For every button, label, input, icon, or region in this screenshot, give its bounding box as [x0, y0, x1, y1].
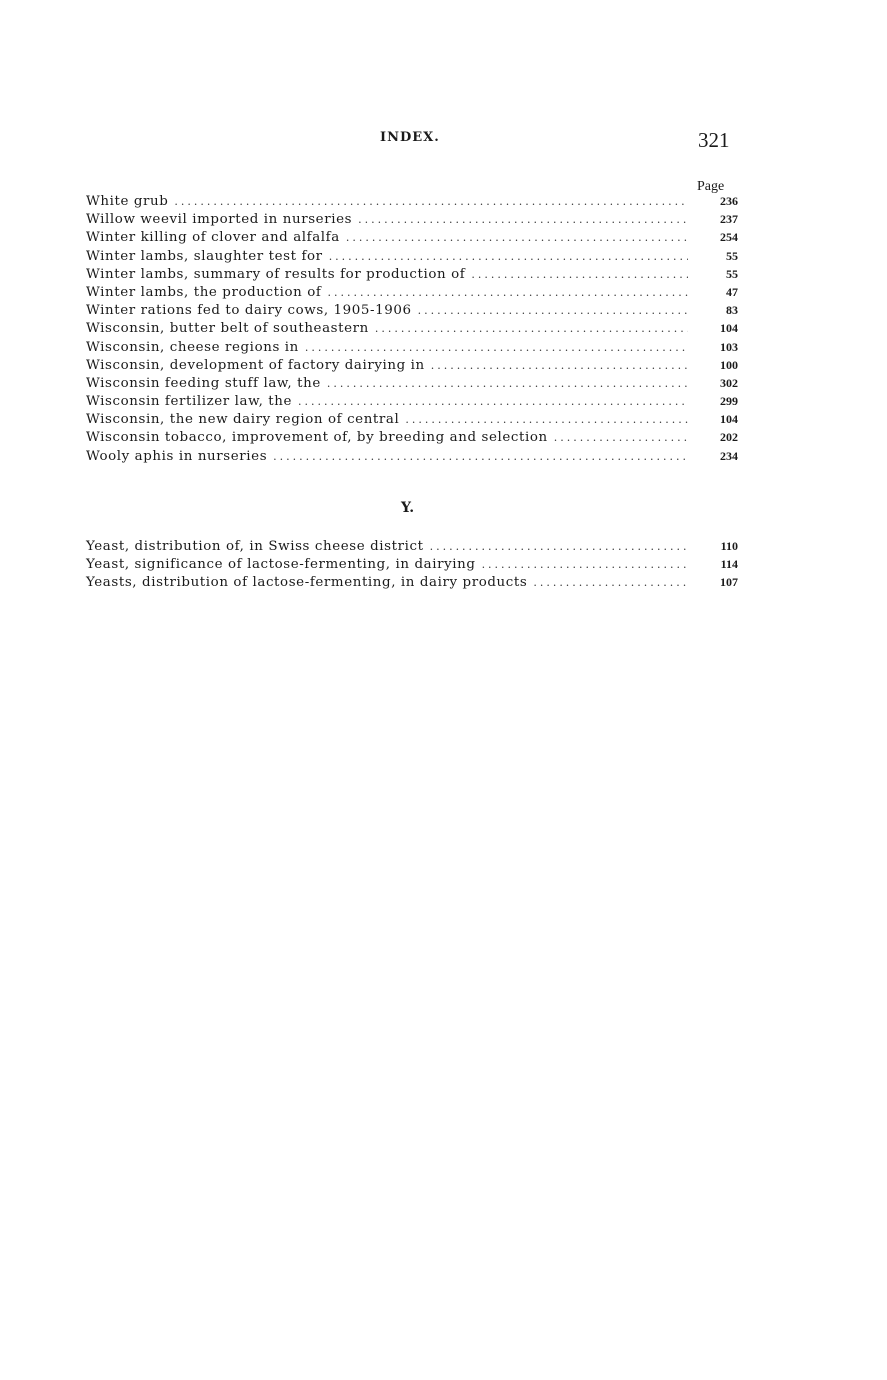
entry-page-number: 202 — [720, 430, 738, 445]
dot-leader — [405, 411, 688, 429]
dot-leader — [346, 229, 688, 247]
entry-text: Wisconsin, development of factory dairying in — [86, 357, 425, 373]
dot-leader — [298, 393, 688, 411]
entry-page-number: 114 — [720, 557, 738, 572]
dot-leader — [174, 193, 688, 211]
entry-text: Yeasts, distribution of lactose-fermenting, in dairy products — [86, 575, 528, 591]
dot-leader — [327, 375, 688, 393]
index-entry — [86, 247, 738, 265]
entry-page-number: 236 — [720, 194, 738, 208]
dot-leader — [327, 284, 688, 302]
index-entry — [86, 210, 738, 228]
entry-page-number: 299 — [720, 394, 738, 409]
dot-leader — [533, 574, 688, 592]
running-head: INDEX. — [380, 130, 440, 145]
dot-leader — [554, 429, 688, 447]
entry-text: Winter lambs, the production of — [86, 284, 322, 300]
entry-text: Wisconsin, cheese regions in — [86, 339, 299, 355]
entry-text: Winter rations fed to dairy cows, 1905-1906 — [86, 303, 412, 319]
entry-page-number: 104 — [720, 412, 738, 427]
index-entry — [86, 428, 738, 446]
index-entry — [86, 537, 738, 555]
entry-page-number: 55 — [726, 248, 738, 263]
entry-text: Yeast, distribution of, in Swiss cheese district — [86, 539, 424, 554]
index-section-y — [86, 537, 738, 592]
entry-text: Wisconsin fertilizer law, the — [86, 394, 293, 410]
entry-page-number: 107 — [720, 575, 738, 590]
dot-leader — [305, 339, 688, 357]
dot-leader — [418, 302, 688, 320]
entry-text: Winter killing of clover and alfalfa — [86, 230, 340, 246]
index-entry — [86, 447, 738, 465]
index-entry — [86, 192, 738, 210]
index-entry — [86, 356, 738, 374]
dot-leader — [375, 320, 688, 338]
dot-leader — [273, 448, 688, 466]
entry-page-number: 100 — [720, 357, 738, 372]
dot-leader — [482, 556, 688, 574]
entry-text: Willow weevil imported in nurseries — [86, 212, 353, 228]
entry-text: Wisconsin, butter belt of southeastern — [86, 321, 369, 337]
entry-page-number: 237 — [720, 212, 738, 227]
entry-text: Winter lambs, summary of results for production of — [86, 266, 466, 282]
page-column-heading: Page — [697, 179, 725, 194]
entry-page-number: 103 — [720, 339, 738, 354]
entry-text: White grub — [86, 194, 169, 209]
index-entry — [86, 338, 738, 356]
page-number: 321 — [698, 128, 730, 152]
entry-text: Yeast, significance of lactose-fermenting, in dairying — [86, 557, 476, 573]
index-entry — [86, 573, 738, 591]
entry-text: Wisconsin tobacco, improvement of, by breeding and selection — [86, 430, 548, 446]
index-entry — [86, 283, 738, 301]
entry-text: Wisconsin feeding stuff law, the — [86, 375, 321, 391]
index-entry — [86, 301, 738, 319]
entry-page-number: 234 — [720, 448, 738, 463]
index-section-w — [86, 192, 738, 465]
entry-page-number: 83 — [726, 303, 738, 318]
entry-page-number: 302 — [720, 375, 738, 390]
dot-leader — [430, 538, 688, 556]
dot-leader — [329, 248, 688, 266]
dot-leader — [358, 211, 688, 229]
index-entry — [86, 228, 738, 246]
index-entry — [86, 374, 738, 392]
entry-page-number: 55 — [726, 266, 738, 281]
index-entry — [86, 555, 738, 573]
index-entry — [86, 319, 738, 337]
entry-text: Wisconsin, the new dairy region of central — [86, 412, 400, 428]
section-heading-y: Y. — [401, 500, 415, 516]
index-entry — [86, 392, 738, 410]
dot-leader — [431, 357, 688, 375]
entry-page-number: 47 — [726, 284, 738, 299]
index-entry — [86, 410, 738, 428]
index-entry — [86, 265, 738, 283]
dot-leader — [471, 266, 688, 284]
entry-text: Wooly aphis in nurseries — [86, 448, 268, 464]
entry-page-number: 104 — [720, 321, 738, 336]
entry-page-number: 254 — [720, 230, 738, 245]
entry-text: Winter lambs, slaughter test for — [86, 248, 323, 264]
entry-page-number: 110 — [720, 539, 738, 553]
